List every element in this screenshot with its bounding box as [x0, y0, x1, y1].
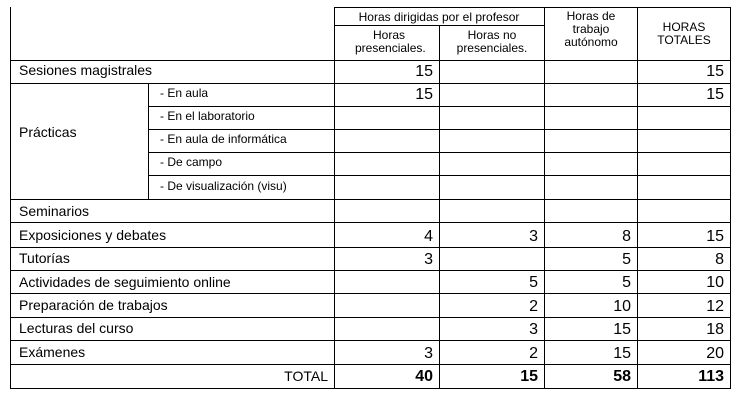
row-sublabel: - En aula de informática: [160, 132, 287, 146]
cell-no-presenciales: 2: [529, 345, 538, 362]
practicas-group-label: Prácticas: [19, 124, 77, 140]
row-label: Exposiciones y debates: [19, 227, 167, 243]
total-autonomo: 58: [613, 368, 631, 385]
cell-totales: 15: [706, 228, 724, 245]
cell-totales: 20: [706, 345, 724, 362]
cell-totales: 15: [706, 86, 724, 103]
cell-totales: 10: [706, 274, 724, 291]
cell-presenciales: 3: [424, 251, 433, 268]
cell-presenciales: 3: [424, 345, 433, 362]
cell-no-presenciales: 3: [529, 228, 538, 245]
cell-totales: 18: [706, 321, 724, 338]
header-no-presenciales: Horas no presenciales.: [456, 28, 528, 55]
row-label: Exámenes: [19, 344, 86, 360]
total-no-presenciales: 15: [520, 368, 538, 385]
row-label: Actividades de seguimiento online: [19, 274, 231, 290]
total-totales: 113: [698, 368, 724, 385]
row-sublabel: - En el laboratorio: [160, 109, 255, 123]
row-sublabel: - En aula: [160, 86, 209, 100]
row-label: Tutorías: [19, 250, 70, 266]
cell-autonomo: 5: [622, 274, 631, 291]
total-presenciales: 40: [415, 368, 433, 385]
cell-autonomo: 10: [613, 298, 631, 315]
cell-no-presenciales: 2: [529, 298, 538, 315]
cell-totales: 15: [706, 63, 724, 80]
row-sublabel: - De visualización (visu): [160, 179, 287, 193]
cell-presenciales: 15: [415, 86, 433, 103]
cell-presenciales: 15: [415, 63, 433, 80]
cell-autonomo: 5: [622, 251, 631, 268]
row-label: Lecturas del curso: [19, 320, 134, 336]
cell-presenciales: 4: [424, 228, 433, 245]
header-group-title: Horas dirigidas por el profesor: [358, 10, 520, 24]
cell-autonomo: 8: [622, 228, 631, 245]
row-sublabel: - De campo: [160, 155, 223, 169]
cell-no-presenciales: 3: [529, 321, 538, 338]
cell-autonomo: 15: [613, 345, 631, 362]
header-horas-totales: HORAS TOTALES: [657, 20, 711, 47]
total-label: TOTAL: [284, 368, 328, 384]
cell-autonomo: 15: [613, 321, 631, 338]
header-presenciales: Horas presenciales.: [355, 28, 426, 55]
row-label: Seminarios: [19, 203, 90, 219]
cell-no-presenciales: 5: [529, 274, 538, 291]
header-trabajo-autonomo: Horas de trabajo autónomo: [564, 9, 618, 49]
row-label: Sesiones magistrales: [19, 62, 153, 78]
row-label: Preparación de trabajos: [19, 297, 168, 313]
cell-totales: 8: [715, 251, 724, 268]
cell-totales: 12: [706, 298, 724, 315]
